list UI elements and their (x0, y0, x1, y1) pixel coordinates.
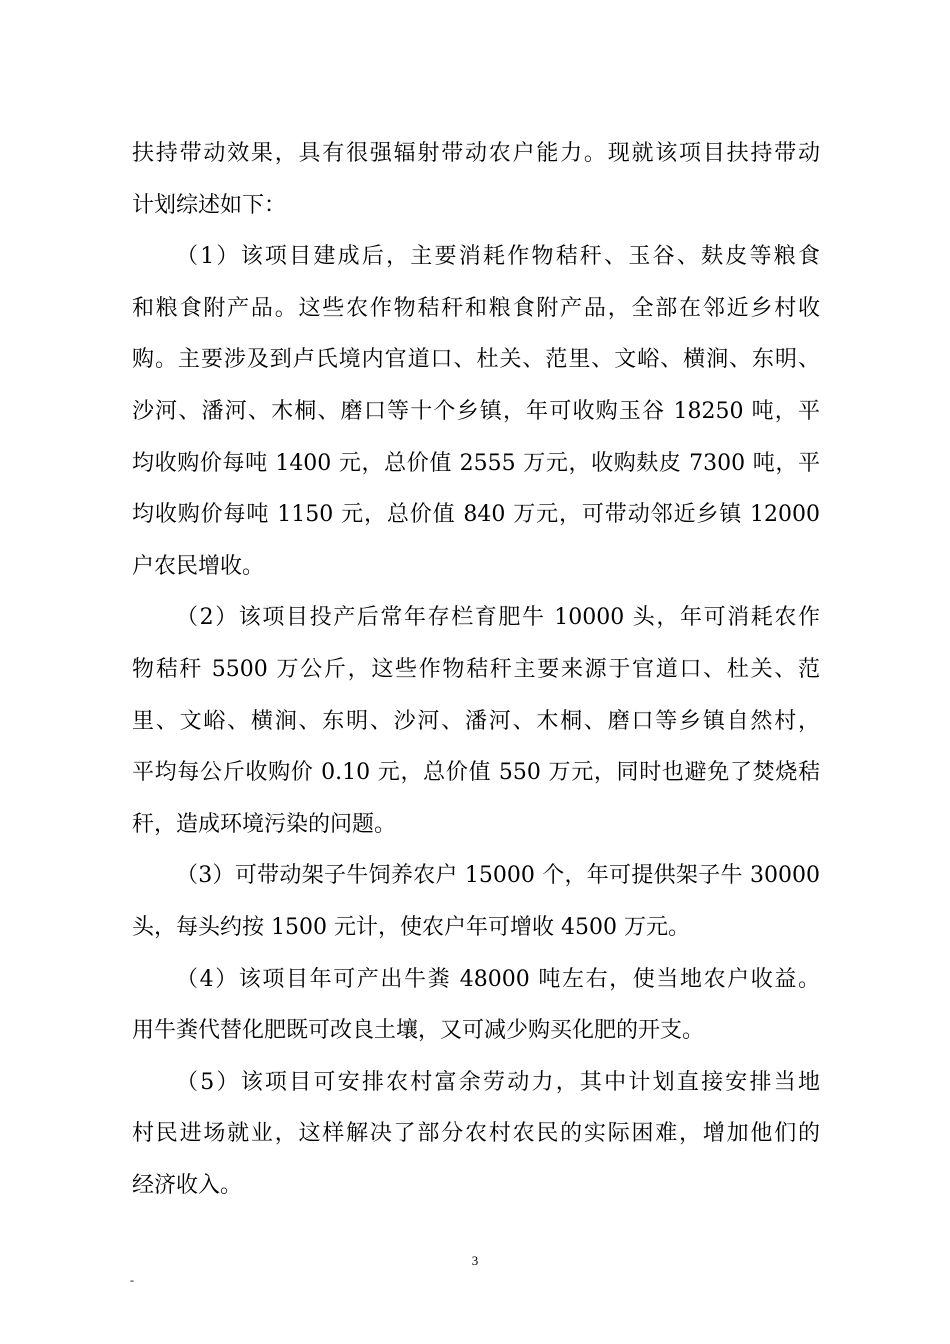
paragraph-item-3 (132, 850, 820, 953)
intro-paragraph (132, 128, 820, 231)
text-line: 用牛粪代替化肥既可改良土壤，又可减少购买化肥的开支。 (132, 1018, 705, 1044)
text-line: 购。主要涉及到卢氏境内官道口、杜关、范里、文峪、横涧、东明、 (132, 347, 820, 373)
text-line: 扶持带动效果，具有很强辐射带动农户能力。现就该项目扶持带动 (132, 141, 820, 166)
text-line: （1）该项目建成后，主要消耗作物秸秆、玉谷、麸皮等粮食 (176, 244, 820, 270)
text-line: （2）该项目投产后常年存栏育肥牛 10000 头，年可消耗农作 (176, 605, 820, 631)
page-number: 3 (471, 1253, 479, 1268)
text-line: 沙河、潘河、木桐、磨口等十个乡镇，年可收购玉谷 18250 吨，平 (132, 398, 820, 424)
text-line: 里、文峪、横涧、东明、沙河、潘河、木桐、磨口等乡镇自然村， (132, 708, 820, 734)
paragraph-item-1 (132, 231, 820, 592)
footer-mark: - (130, 1273, 134, 1287)
text-line: 村民进场就业，这样解决了部分农村农民的实际困难，增加他们的 (132, 1121, 820, 1147)
text-line: 头，每头约按 1500 元计，使农户年可增收 4500 万元。 (132, 914, 690, 940)
text-line: （4）该项目年可产出牛粪 48000 吨左右，使当地农户收益。 (176, 966, 820, 992)
text-line: 计划综述如下： (132, 192, 287, 218)
text-line: 物秸秆 5500 万公斤，这些作物秸秆主要来源于官道口、杜关、范 (132, 656, 820, 682)
document-body (132, 128, 820, 1211)
text-line: （5）该项目可安排农村富余劳动力，其中计划直接安排当地 (176, 1069, 820, 1095)
text-line: 平均每公斤收购价 0.10 元，总价值 550 万元，同时也避免了焚烧秸 (132, 760, 820, 786)
text-line: 均收购价每吨 1400 元，总价值 2555 万元，收购麸皮 7300 吨，平 (132, 450, 820, 476)
text-line: 和粮食附产品。这些农作物秸秆和粮食附产品，全部在邻近乡村收 (132, 295, 820, 321)
paragraph-item-4 (132, 954, 820, 1057)
text-line: 秆，造成环境污染的问题。 (132, 811, 397, 837)
paragraph-item-2 (132, 592, 820, 850)
paragraph-item-5 (132, 1057, 820, 1212)
text-line: 均收购价每吨 1150 元，总价值 840 万元，可带动邻近乡镇 12000 (132, 502, 820, 528)
text-line: （3）可带动架子牛饲养农户 15000 个，年可提供架子牛 30000 (176, 863, 820, 889)
text-line: 户农民增收。 (132, 553, 265, 579)
text-line: 经济收入。 (132, 1172, 243, 1198)
